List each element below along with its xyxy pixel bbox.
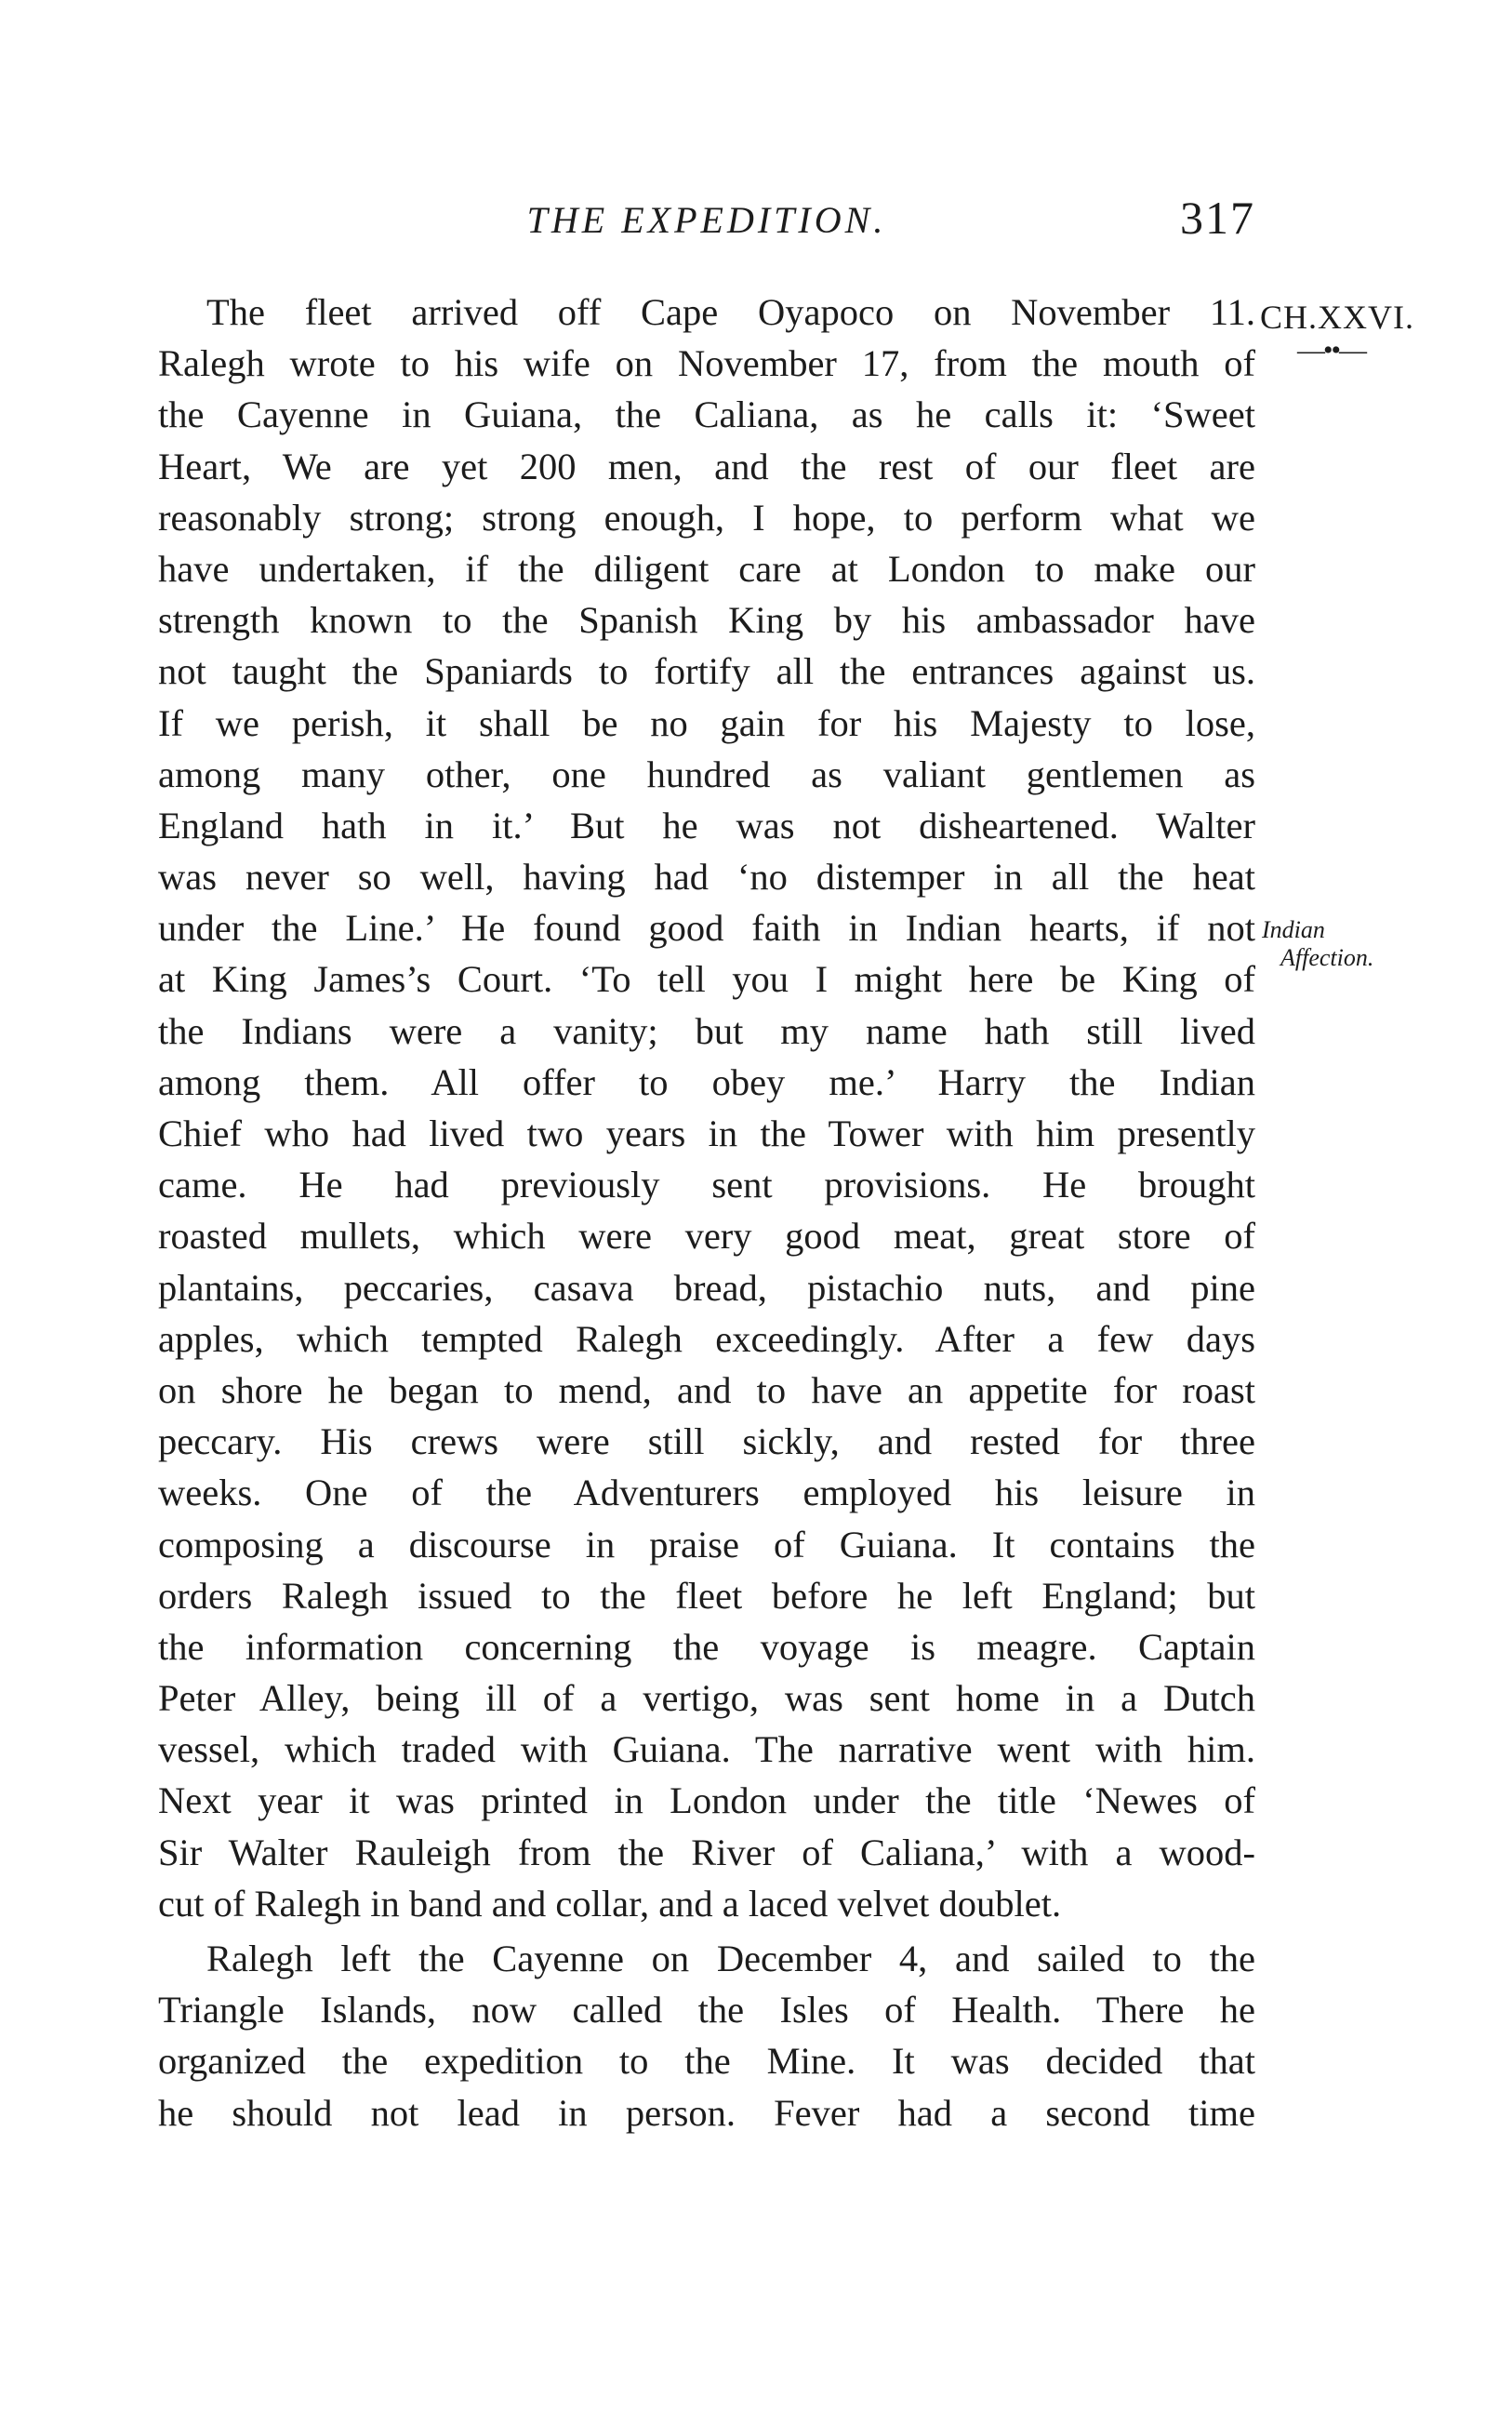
page-number: 317 [1180,192,1255,244]
text-line: The fleet arrived off Cape Oyapoco on November 11. [206,291,1255,333]
text-line: Peter Alley, being ill of a vertigo, was sent home in a Dutch [158,1677,1255,1720]
text-line: plantains, peccaries, casava bread, pistachio nuts, and pine [158,1266,1255,1309]
text-line: the Cayenne in Guiana, the Caliana, as he calls it: ‘Sweet [158,393,1255,436]
text-line: Triangle Islands, now called the Isles of Health. There he [158,1989,1255,2031]
text-line: the Indians were a vanity; but my name hath still lived [158,1009,1255,1052]
paragraph-1 [158,286,1255,1929]
text-line: was never so well, having had ‘no distemper in all the heat [158,856,1255,899]
text-line: under the Line.’ He found good faith in Indian hearts, if not [158,907,1255,950]
text-line: organized the expedition to the Mine. It was decided that [158,2040,1255,2083]
running-title: THE EXPEDITION. [526,199,887,241]
text-line: strength known to the Spanish King by his ambassador have [158,599,1255,642]
text-line: If we perish, it shall be no gain for his Majesty to lose, [158,701,1255,744]
ornament-rule: —••— [1297,335,1366,366]
text-line: Ralegh left the Cayenne on December 4, and sailed to the [206,1938,1255,1979]
marginal-note [1262,916,1429,972]
text-line: Ralegh wrote to his wife on November 17, from the mouth of [158,342,1255,385]
text-line: on shore he began to mend, and to have an appetite for roast [158,1368,1255,1411]
running-head [158,191,1255,246]
text-line: among many other, one hundred as valiant gentlemen as [158,753,1255,795]
marginal-note-line: Affection. [1280,944,1374,971]
text-line: among them. All offer to obey me.’ Harry the Indian [158,1060,1255,1103]
marginal-note-line: Indian [1262,916,1325,943]
text-line: reasonably strong; strong enough, I hope, to perform what we [158,496,1255,539]
text-line: vessel, which traded with Guiana. The narrative went with him. [158,1728,1255,1771]
text-line: apples, which tempted Ralegh exceedingly. After a few days [158,1317,1255,1360]
text-line: roasted mullets, which were very good meat, great store of [158,1215,1255,1258]
text-line: have undertaken, if the diligent care at London to make our [158,547,1255,590]
chapter-reference: CH.XXVI. [1260,299,1414,336]
text-line: at King James’s Court. ‘To tell you I might here be King of [158,958,1255,1001]
text-line: Sir Walter Rauleigh from the River of Caliana,’ with a wood- [158,1831,1255,1873]
text-line: he should not lead in person. Fever had a second time [158,2091,1255,2134]
text-line: peccary. His crews were still sickly, and rested for three [158,1420,1255,1463]
text-line: orders Ralegh issued to the fleet before he left England; but [158,1574,1255,1617]
text-line: Next year it was printed in London under the title ‘Newes of [158,1779,1255,1822]
text-line: Heart, We are yet 200 men, and the rest of our fleet are [158,445,1255,487]
text-line: Chief who had lived two years in the Tower with him presently [158,1112,1255,1154]
paragraph-2 [158,1933,1255,2138]
text-line: weeks. One of the Adventurers employed his leisure in [158,1472,1255,1514]
text-line: not taught the Spaniards to fortify all the entrances against us. [158,650,1255,693]
body-text [158,286,1255,2138]
text-line: came. He had previously sent provisions. He brought [158,1164,1255,1206]
text-line: composing a discourse in praise of Guiana. It contains the [158,1523,1255,1565]
text-line: England hath in it.’ But he was not disheartened. Walter [158,804,1255,846]
text-line: the information concerning the voyage is meagre. Captain [158,1625,1255,1668]
text-line: cut of Ralegh in band and collar, and a laced velvet doublet. [158,1882,1062,1925]
